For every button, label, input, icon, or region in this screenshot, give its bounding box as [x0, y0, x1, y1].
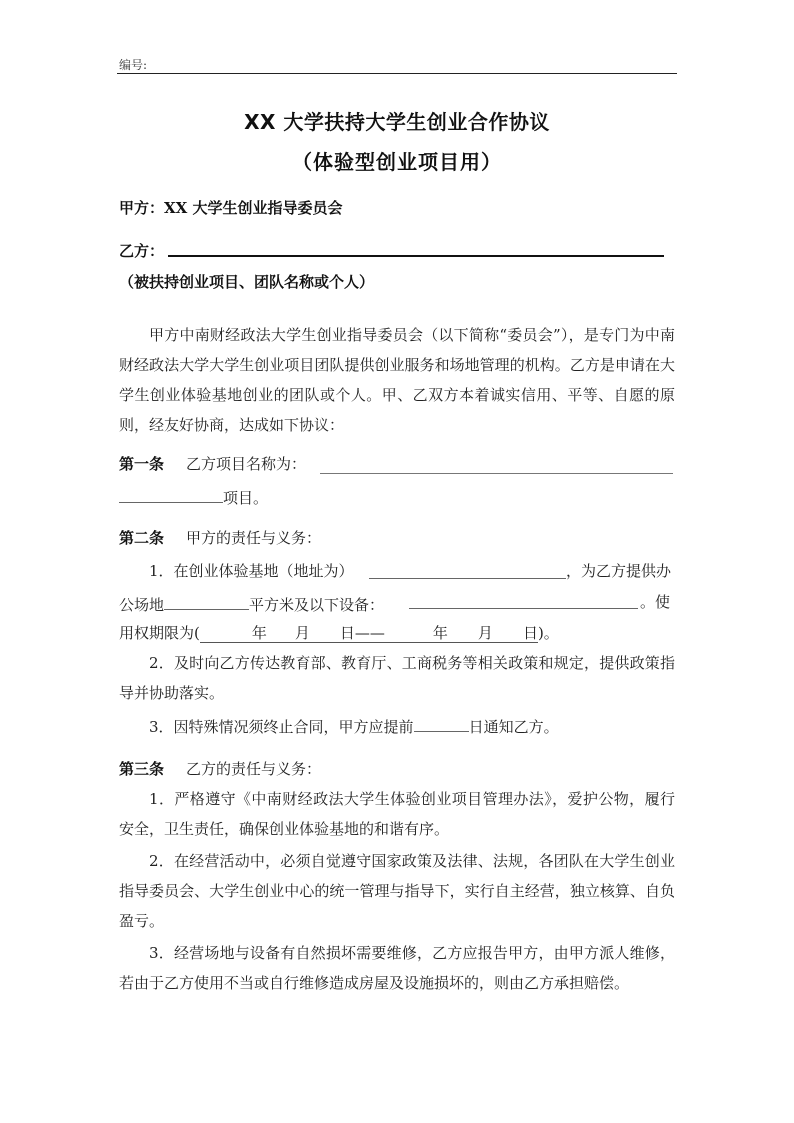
item-text: 经营场地与设备有自然损坏需要维修，乙方应报告甲方，由甲方派人维修，若由于乙方使用不当或自行维修造成房屋及设施损坏的，则由乙方承担赔偿。 — [119, 944, 675, 992]
item-text: 日通知乙方。 — [468, 718, 559, 736]
header-divider — [117, 73, 677, 74]
intro-paragraph: 甲方中南财经政法大学生创业指导委员会（以下简称“委员会”），是专门为中南财经政法大学大学生创业项目团队提供创业服务和场地管理的机构。乙方是申请在大学生创业体验基地创业的团队或个人。甲、乙双方本着诚实信用、平等、自愿的原则，经友好协商，达成如下协议： — [119, 326, 675, 434]
party-b-field[interactable] — [168, 255, 664, 257]
item-text: 公场地 — [119, 596, 165, 614]
article-2-item-3 — [149, 713, 559, 737]
period-year-1: 年 — [251, 624, 267, 642]
item-text: )。 — [537, 624, 559, 642]
article-1-suffix: 项目。 — [223, 489, 269, 507]
article-3-item-1 — [119, 784, 675, 844]
article-3-item-2 — [119, 846, 675, 936]
project-name-field-cont[interactable] — [119, 484, 223, 503]
document-number-label: 编号: — [119, 58, 148, 72]
item-text: 因特殊情况须终止合同，甲方应提前 — [173, 718, 414, 736]
period-day-2: 日 — [522, 624, 538, 642]
article-1-title: 乙方项目名称为： — [186, 455, 307, 473]
article-3 — [119, 758, 321, 779]
item-number: 1． — [149, 790, 175, 808]
article-2-item-2 — [119, 648, 675, 708]
party-a: 甲方：XX 大学生创业指导委员会 — [119, 199, 343, 217]
article-2-item-1-line-2 — [119, 591, 384, 615]
article-3-heading: 第三条 — [119, 760, 165, 778]
article-3-item-3 — [119, 938, 675, 998]
article-1-heading: 第一条 — [119, 455, 165, 473]
article-2-item-1-text-e: 。使 — [640, 593, 671, 611]
party-b-label: 乙方： — [119, 242, 165, 260]
period-year-2: 年 — [432, 624, 448, 642]
article-1 — [119, 453, 306, 474]
item-number: 2． — [149, 852, 174, 870]
item-number: 2． — [149, 654, 174, 672]
item-number: 3． — [149, 944, 174, 962]
period-month-1: 月 — [294, 624, 310, 642]
period-day-1: 日—— — [339, 624, 385, 642]
party-b-note: （被扶持创业项目、团队名称或个人） — [119, 273, 375, 291]
article-2-item-1-line-3 — [119, 622, 559, 643]
period-month-2: 月 — [477, 624, 493, 642]
article-2-item-1-text-b: ，为乙方提供办 — [566, 562, 672, 580]
document-title: XX 大学扶持大学生创业合作协议 — [244, 110, 550, 134]
notice-days-field[interactable] — [414, 713, 469, 732]
article-3-title: 乙方的责任与义务： — [186, 760, 322, 778]
article-2-heading: 第二条 — [119, 529, 165, 547]
item-number: 1． — [149, 562, 174, 580]
address-field[interactable] — [369, 578, 566, 579]
item-text: 严格遵守《中南财经政法大学生体验创业项目管理办法》，爱护公物，履行安全，卫生责任，确保创业体验基地的和谐有序。 — [119, 790, 675, 838]
article-2 — [119, 527, 321, 548]
item-text: 及时向乙方传达教育部、教育厅、工商税务等相关政策和规定，提供政策指导并协助落实。 — [119, 654, 675, 702]
project-name-field[interactable] — [320, 473, 673, 474]
article-1-cont — [119, 484, 268, 508]
area-field[interactable] — [164, 591, 249, 610]
equipment-field[interactable] — [409, 608, 638, 609]
period-field[interactable] — [200, 624, 538, 643]
article-2-item-1-line-1 — [149, 560, 354, 581]
item-number: 3． — [149, 718, 174, 736]
item-text: 在经营活动中，必须自觉遵守国家政策及法律、法规，各团队在大学生创业指导委员会、大学生创业中心的统一管理与指导下，实行自主经营，独立核算、自负盈亏。 — [119, 852, 675, 930]
item-text: 平方米及以下设备： — [249, 596, 385, 614]
item-text: 用权期限为( — [119, 624, 200, 642]
item-text: 在创业体验基地（地址为） — [173, 562, 354, 580]
document-subtitle: （体验型创业项目用） — [292, 150, 502, 174]
article-2-title: 甲方的责任与义务： — [186, 529, 322, 547]
